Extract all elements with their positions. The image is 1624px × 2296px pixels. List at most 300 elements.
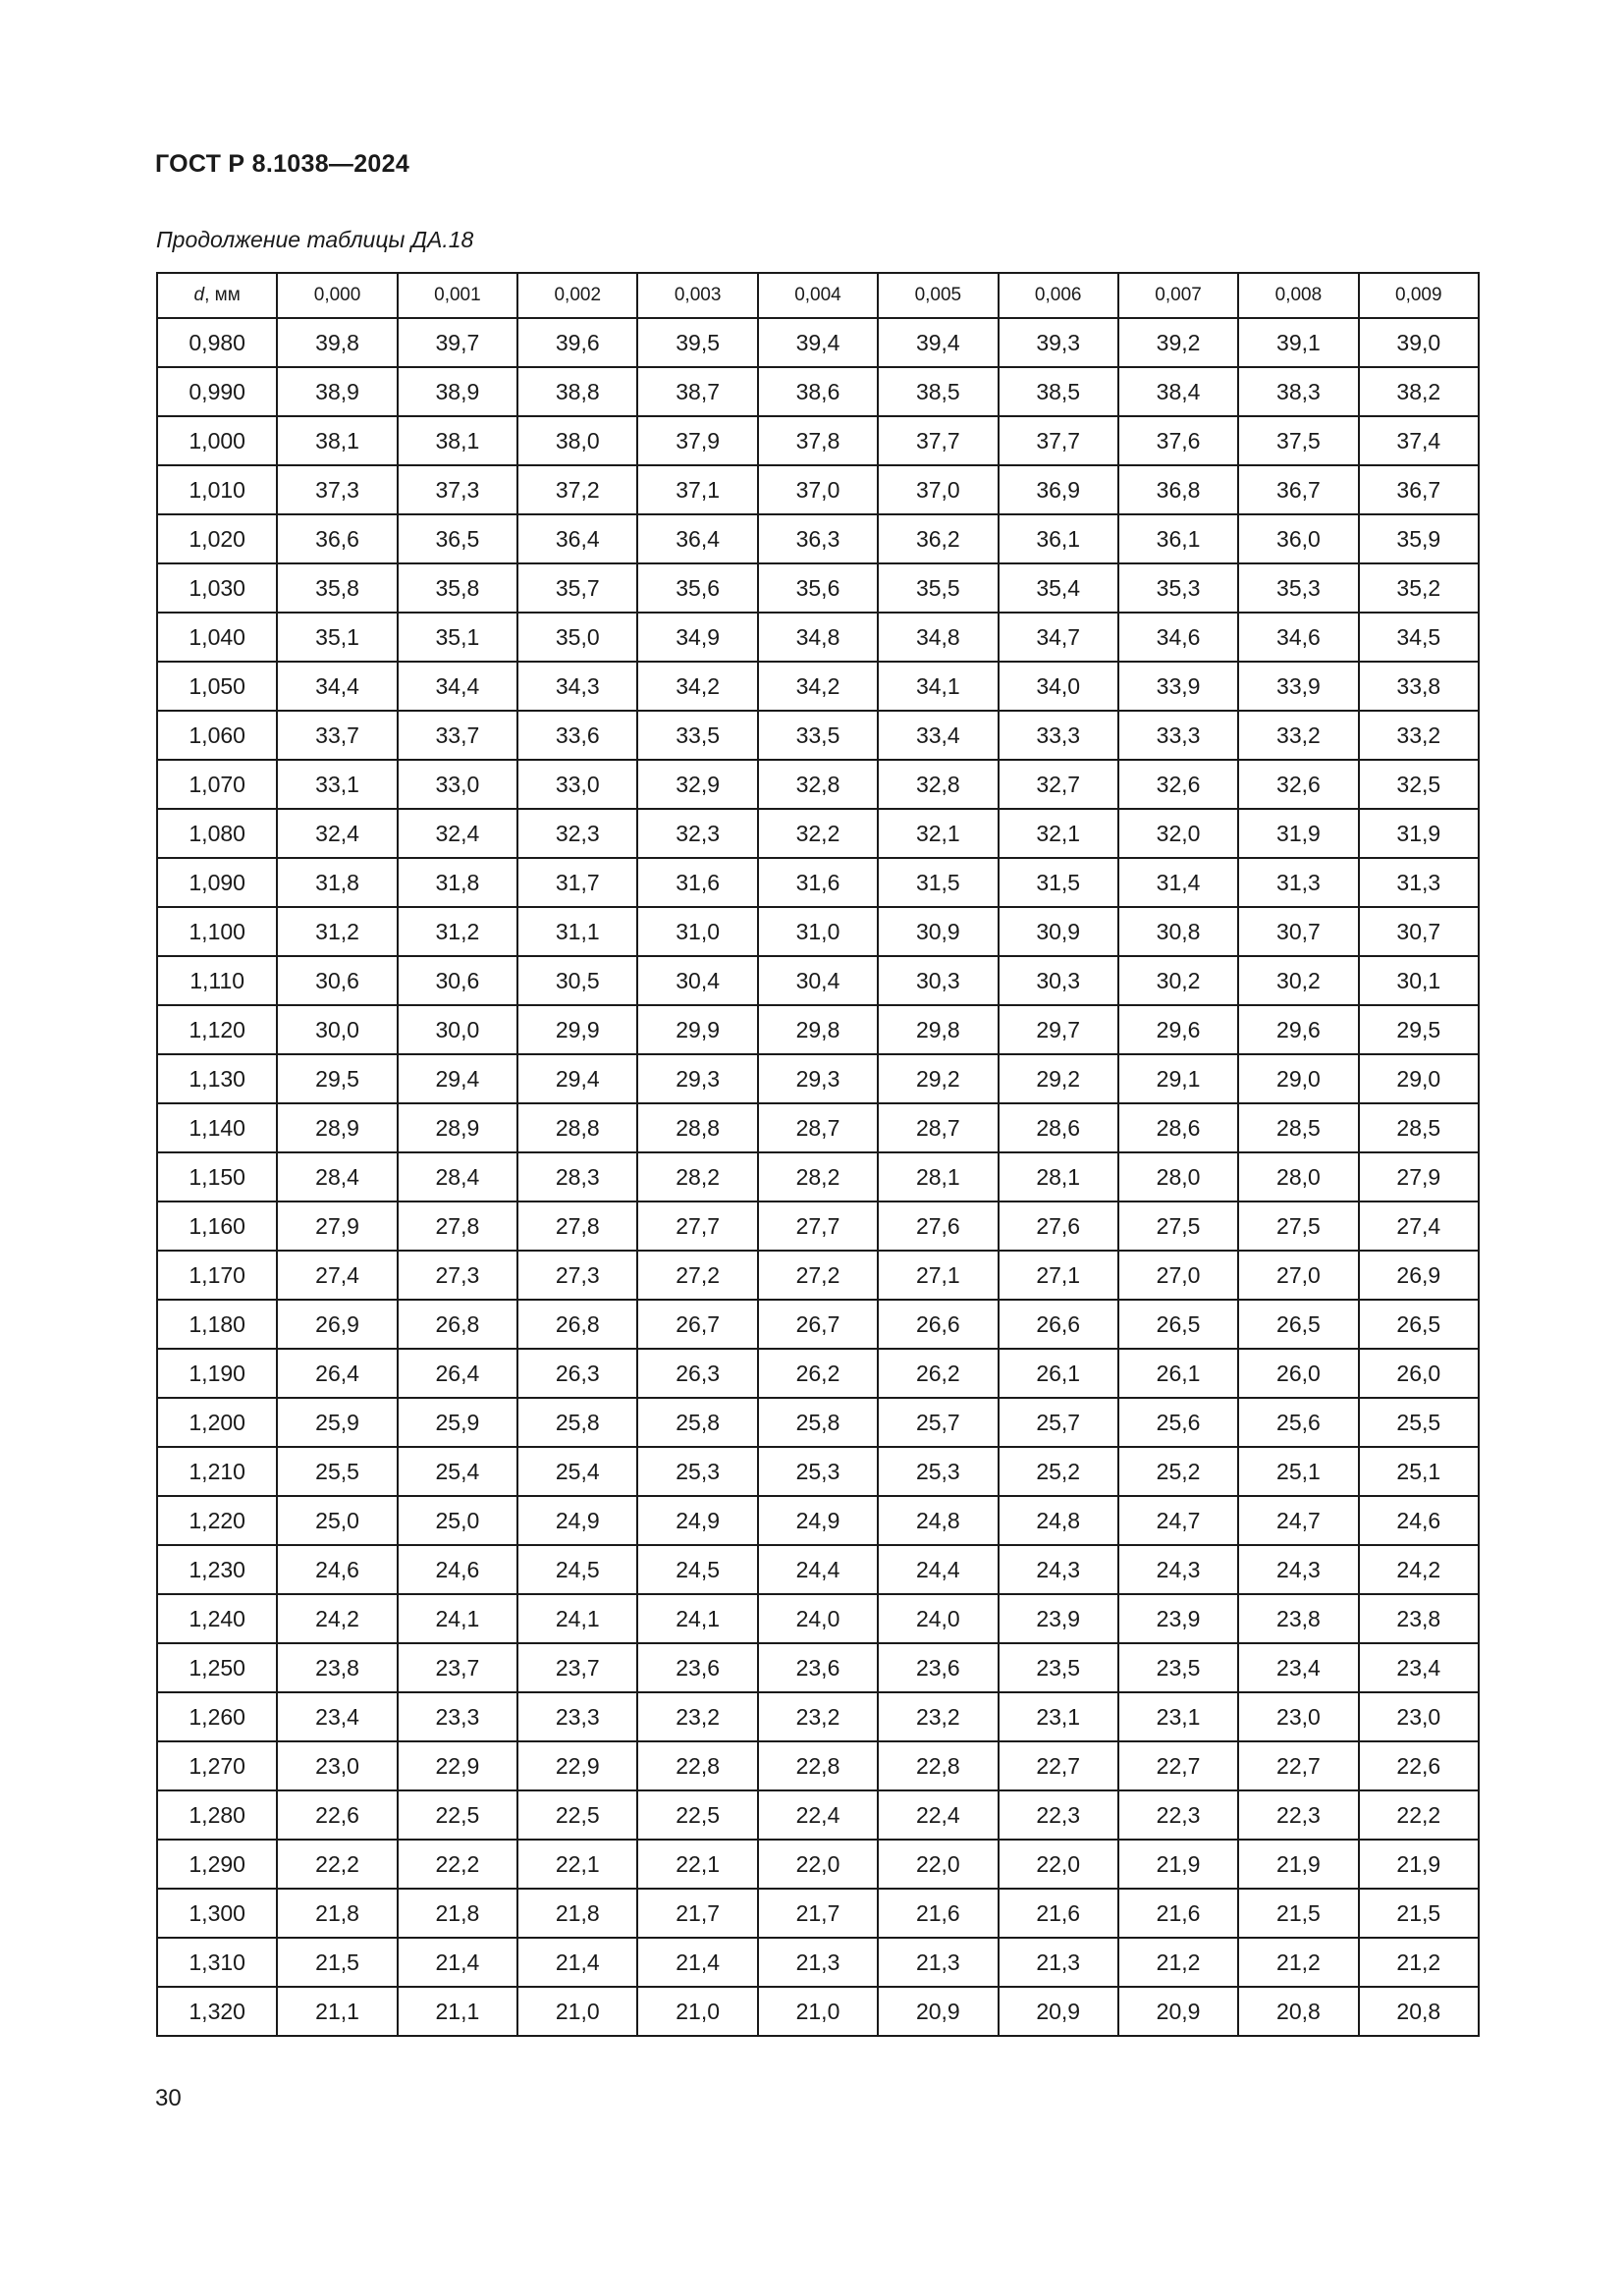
table-cell: 35,7 — [517, 563, 637, 613]
table-row — [157, 711, 1479, 760]
table-cell: 28,6 — [1118, 1103, 1238, 1152]
table-row — [157, 1398, 1479, 1447]
table-cell: 38,1 — [398, 416, 517, 465]
table-cell: 35,9 — [1359, 514, 1479, 563]
table-cell: 37,3 — [398, 465, 517, 514]
row-header-cell: 1,060 — [157, 711, 277, 760]
table-cell: 35,0 — [517, 613, 637, 662]
table-cell: 34,9 — [637, 613, 757, 662]
table-cell: 26,4 — [277, 1349, 397, 1398]
table-cell: 20,8 — [1238, 1987, 1358, 2036]
table-cell: 27,1 — [878, 1251, 998, 1300]
table-caption: Продолжение таблицы ДА.18 — [156, 227, 474, 252]
table-cell: 31,9 — [1238, 809, 1358, 858]
table-cell: 25,4 — [398, 1447, 517, 1496]
table-cell: 23,7 — [517, 1643, 637, 1692]
table-cell: 36,7 — [1238, 465, 1358, 514]
table-cell: 37,5 — [1238, 416, 1358, 465]
table-cell: 25,1 — [1238, 1447, 1358, 1496]
table-cell: 31,2 — [398, 907, 517, 956]
table-cell: 30,7 — [1359, 907, 1479, 956]
row-header-cell: 1,250 — [157, 1643, 277, 1692]
table-cell: 21,3 — [878, 1938, 998, 1987]
document-header: ГОСТ Р 8.1038—2024 — [155, 150, 410, 178]
row-header-cell: 1,230 — [157, 1545, 277, 1594]
table-cell: 25,7 — [878, 1398, 998, 1447]
table-cell: 21,9 — [1359, 1840, 1479, 1889]
table-cell: 24,9 — [637, 1496, 757, 1545]
table-cell: 25,9 — [277, 1398, 397, 1447]
table-cell: 34,8 — [878, 613, 998, 662]
table-cell: 32,7 — [999, 760, 1118, 809]
table-cell: 21,5 — [1359, 1889, 1479, 1938]
table-cell: 28,8 — [517, 1103, 637, 1152]
table-cell: 23,0 — [1359, 1692, 1479, 1741]
column-header: 0,007 — [1118, 273, 1238, 318]
table-cell: 28,1 — [999, 1152, 1118, 1201]
table-cell: 26,2 — [878, 1349, 998, 1398]
row-header-cell: 1,200 — [157, 1398, 277, 1447]
table-row — [157, 318, 1479, 367]
table-cell: 33,5 — [758, 711, 878, 760]
table-cell: 33,2 — [1359, 711, 1479, 760]
table-row — [157, 1692, 1479, 1741]
table-cell: 24,1 — [398, 1594, 517, 1643]
table-cell: 30,0 — [277, 1005, 397, 1054]
column-header: 0,000 — [277, 273, 397, 318]
table-cell: 31,0 — [758, 907, 878, 956]
table-row — [157, 662, 1479, 711]
table-cell: 33,9 — [1118, 662, 1238, 711]
table-cell: 29,8 — [878, 1005, 998, 1054]
table-cell: 21,4 — [398, 1938, 517, 1987]
table-cell: 38,2 — [1359, 367, 1479, 416]
table-cell: 35,1 — [398, 613, 517, 662]
table-cell: 33,8 — [1359, 662, 1479, 711]
table-cell: 25,5 — [277, 1447, 397, 1496]
table-cell: 39,1 — [1238, 318, 1358, 367]
table-cell: 31,3 — [1238, 858, 1358, 907]
table-cell: 25,8 — [517, 1398, 637, 1447]
table-cell: 33,9 — [1238, 662, 1358, 711]
table-cell: 22,8 — [758, 1741, 878, 1790]
table-cell: 26,9 — [1359, 1251, 1479, 1300]
table-row — [157, 1594, 1479, 1643]
table-cell: 27,4 — [1359, 1201, 1479, 1251]
table-cell: 28,2 — [758, 1152, 878, 1201]
table-cell: 38,6 — [758, 367, 878, 416]
table-cell: 38,1 — [277, 416, 397, 465]
column-header: 0,009 — [1359, 273, 1479, 318]
column-header: 0,001 — [398, 273, 517, 318]
table-cell: 28,3 — [517, 1152, 637, 1201]
table-cell: 35,8 — [277, 563, 397, 613]
table-row — [157, 1938, 1479, 1987]
table-cell: 24,3 — [999, 1545, 1118, 1594]
table-cell: 22,2 — [1359, 1790, 1479, 1840]
table-body — [157, 318, 1479, 2036]
table-cell: 26,9 — [277, 1300, 397, 1349]
table-cell: 21,9 — [1238, 1840, 1358, 1889]
table-cell: 21,6 — [1118, 1889, 1238, 1938]
table-cell: 31,0 — [637, 907, 757, 956]
row-header-cell: 1,220 — [157, 1496, 277, 1545]
table-cell: 22,4 — [878, 1790, 998, 1840]
table-cell: 35,4 — [999, 563, 1118, 613]
data-table — [156, 272, 1480, 2037]
table-cell: 24,3 — [1118, 1545, 1238, 1594]
table-cell: 28,5 — [1359, 1103, 1479, 1152]
table-row — [157, 1054, 1479, 1103]
table-cell: 22,1 — [637, 1840, 757, 1889]
row-header-cell: 1,170 — [157, 1251, 277, 1300]
table-cell: 23,2 — [878, 1692, 998, 1741]
table-cell: 39,6 — [517, 318, 637, 367]
table-cell: 22,5 — [637, 1790, 757, 1840]
table-cell: 25,2 — [1118, 1447, 1238, 1496]
table-cell: 24,5 — [637, 1545, 757, 1594]
table-cell: 28,9 — [277, 1103, 397, 1152]
table-cell: 21,2 — [1359, 1938, 1479, 1987]
table-cell: 31,9 — [1359, 809, 1479, 858]
table-cell: 33,4 — [878, 711, 998, 760]
table-cell: 25,9 — [398, 1398, 517, 1447]
table-cell: 32,5 — [1359, 760, 1479, 809]
table-row — [157, 1987, 1479, 2036]
table-cell: 21,3 — [999, 1938, 1118, 1987]
table-cell: 22,7 — [1238, 1741, 1358, 1790]
table-cell: 32,8 — [758, 760, 878, 809]
table-cell: 23,5 — [999, 1643, 1118, 1692]
column-header-d — [157, 273, 277, 318]
row-header-cell: 1,240 — [157, 1594, 277, 1643]
table-cell: 21,6 — [878, 1889, 998, 1938]
table-cell: 31,3 — [1359, 858, 1479, 907]
table-cell: 32,8 — [878, 760, 998, 809]
table-cell: 26,1 — [1118, 1349, 1238, 1398]
table-cell: 26,2 — [758, 1349, 878, 1398]
table-cell: 29,2 — [999, 1054, 1118, 1103]
column-header: 0,008 — [1238, 273, 1358, 318]
table-cell: 23,8 — [1359, 1594, 1479, 1643]
table-cell: 33,0 — [517, 760, 637, 809]
row-header-cell: 1,120 — [157, 1005, 277, 1054]
table-row — [157, 1201, 1479, 1251]
table-cell: 20,9 — [878, 1987, 998, 2036]
table-cell: 23,3 — [398, 1692, 517, 1741]
table-cell: 34,8 — [758, 613, 878, 662]
row-header-cell: 0,980 — [157, 318, 277, 367]
table-cell: 24,0 — [878, 1594, 998, 1643]
table-cell: 21,9 — [1118, 1840, 1238, 1889]
table-cell: 38,8 — [517, 367, 637, 416]
table-cell: 32,3 — [517, 809, 637, 858]
table-cell: 23,1 — [1118, 1692, 1238, 1741]
table-cell: 31,1 — [517, 907, 637, 956]
table-cell: 36,0 — [1238, 514, 1358, 563]
table-cell: 29,4 — [517, 1054, 637, 1103]
row-header-cell: 1,260 — [157, 1692, 277, 1741]
table-cell: 27,3 — [398, 1251, 517, 1300]
table-cell: 26,4 — [398, 1349, 517, 1398]
table-cell: 21,2 — [1118, 1938, 1238, 1987]
table-cell: 23,4 — [1238, 1643, 1358, 1692]
table-cell: 32,1 — [999, 809, 1118, 858]
table-row — [157, 1103, 1479, 1152]
table-cell: 30,6 — [277, 956, 397, 1005]
table-cell: 22,0 — [999, 1840, 1118, 1889]
table-cell: 28,7 — [758, 1103, 878, 1152]
row-header-cell: 1,110 — [157, 956, 277, 1005]
table-cell: 24,7 — [1238, 1496, 1358, 1545]
table-header-row — [157, 273, 1479, 318]
table-row — [157, 1545, 1479, 1594]
table-cell: 32,0 — [1118, 809, 1238, 858]
table-cell: 32,6 — [1238, 760, 1358, 809]
table-cell: 36,4 — [637, 514, 757, 563]
table-cell: 20,9 — [1118, 1987, 1238, 2036]
table-cell: 28,0 — [1118, 1152, 1238, 1201]
table-cell: 24,4 — [758, 1545, 878, 1594]
table-cell: 25,4 — [517, 1447, 637, 1496]
table-cell: 33,2 — [1238, 711, 1358, 760]
table-cell: 25,0 — [277, 1496, 397, 1545]
table-row — [157, 1643, 1479, 1692]
table-cell: 28,4 — [398, 1152, 517, 1201]
table-cell: 22,2 — [277, 1840, 397, 1889]
table-cell: 31,6 — [758, 858, 878, 907]
table-row — [157, 1251, 1479, 1300]
row-header-cell: 1,070 — [157, 760, 277, 809]
table-cell: 25,1 — [1359, 1447, 1479, 1496]
table-cell: 28,7 — [878, 1103, 998, 1152]
table-cell: 36,7 — [1359, 465, 1479, 514]
row-header-cell: 1,210 — [157, 1447, 277, 1496]
table-cell: 25,7 — [999, 1398, 1118, 1447]
table-cell: 23,7 — [398, 1643, 517, 1692]
table-cell: 30,2 — [1118, 956, 1238, 1005]
table-cell: 39,0 — [1359, 318, 1479, 367]
table-cell: 34,7 — [999, 613, 1118, 662]
table-cell: 23,9 — [999, 1594, 1118, 1643]
table-cell: 34,6 — [1118, 613, 1238, 662]
table-cell: 35,3 — [1238, 563, 1358, 613]
table-cell: 30,9 — [999, 907, 1118, 956]
table-cell: 33,6 — [517, 711, 637, 760]
table-cell: 26,7 — [758, 1300, 878, 1349]
table-cell: 31,7 — [517, 858, 637, 907]
row-header-cell: 1,100 — [157, 907, 277, 956]
table-cell: 32,3 — [637, 809, 757, 858]
table-cell: 22,6 — [1359, 1741, 1479, 1790]
table-cell: 20,9 — [999, 1987, 1118, 2036]
row-header-cell: 1,040 — [157, 613, 277, 662]
table-row — [157, 956, 1479, 1005]
row-header-cell: 1,140 — [157, 1103, 277, 1152]
table-cell: 39,3 — [999, 318, 1118, 367]
table-cell: 30,8 — [1118, 907, 1238, 956]
row-header-cell: 1,300 — [157, 1889, 277, 1938]
table-cell: 23,0 — [1238, 1692, 1358, 1741]
table-cell: 26,6 — [999, 1300, 1118, 1349]
table-cell: 25,6 — [1118, 1398, 1238, 1447]
table-cell: 24,9 — [517, 1496, 637, 1545]
table-cell: 26,5 — [1359, 1300, 1479, 1349]
table-row — [157, 1840, 1479, 1889]
table-cell: 20,8 — [1359, 1987, 1479, 2036]
table-cell: 26,7 — [637, 1300, 757, 1349]
table-cell: 29,0 — [1359, 1054, 1479, 1103]
table-cell: 29,3 — [758, 1054, 878, 1103]
table-cell: 27,7 — [637, 1201, 757, 1251]
table-cell: 24,2 — [1359, 1545, 1479, 1594]
table-cell: 27,1 — [999, 1251, 1118, 1300]
table-cell: 38,5 — [999, 367, 1118, 416]
row-header-cell: 1,290 — [157, 1840, 277, 1889]
table-cell: 23,4 — [277, 1692, 397, 1741]
table-cell: 21,7 — [637, 1889, 757, 1938]
table-cell: 25,8 — [758, 1398, 878, 1447]
table-cell: 30,4 — [758, 956, 878, 1005]
row-header-cell: 1,080 — [157, 809, 277, 858]
table-cell: 24,8 — [999, 1496, 1118, 1545]
table-cell: 22,0 — [878, 1840, 998, 1889]
table-cell: 30,4 — [637, 956, 757, 1005]
table-cell: 23,2 — [637, 1692, 757, 1741]
table-cell: 30,5 — [517, 956, 637, 1005]
table-cell: 23,8 — [1238, 1594, 1358, 1643]
table-cell: 32,2 — [758, 809, 878, 858]
table-cell: 27,7 — [758, 1201, 878, 1251]
table-cell: 38,3 — [1238, 367, 1358, 416]
table-cell: 25,5 — [1359, 1398, 1479, 1447]
table-cell: 24,5 — [517, 1545, 637, 1594]
table-cell: 34,0 — [999, 662, 1118, 711]
table-cell: 35,1 — [277, 613, 397, 662]
table-row — [157, 1300, 1479, 1349]
table-cell: 37,4 — [1359, 416, 1479, 465]
table-cell: 35,6 — [637, 563, 757, 613]
row-header-cell: 1,030 — [157, 563, 277, 613]
row-header-cell: 1,050 — [157, 662, 277, 711]
table-cell: 27,8 — [398, 1201, 517, 1251]
table-cell: 36,4 — [517, 514, 637, 563]
table-cell: 21,1 — [398, 1987, 517, 2036]
table-row — [157, 1005, 1479, 1054]
table-cell: 22,3 — [1238, 1790, 1358, 1840]
table-cell: 34,3 — [517, 662, 637, 711]
table-cell: 31,5 — [999, 858, 1118, 907]
table-cell: 23,3 — [517, 1692, 637, 1741]
table-cell: 29,9 — [517, 1005, 637, 1054]
table-cell: 21,0 — [637, 1987, 757, 2036]
table-cell: 34,2 — [758, 662, 878, 711]
table-cell: 24,6 — [277, 1545, 397, 1594]
table-row — [157, 1152, 1479, 1201]
table-cell: 37,7 — [999, 416, 1118, 465]
row-header-cell: 1,280 — [157, 1790, 277, 1840]
table-cell: 27,9 — [1359, 1152, 1479, 1201]
table-cell: 27,6 — [999, 1201, 1118, 1251]
table-row — [157, 809, 1479, 858]
table-cell: 36,9 — [999, 465, 1118, 514]
table-cell: 34,4 — [277, 662, 397, 711]
table-cell: 32,4 — [398, 809, 517, 858]
table-cell: 36,1 — [999, 514, 1118, 563]
table-cell: 36,6 — [277, 514, 397, 563]
table-cell: 21,2 — [1238, 1938, 1358, 1987]
table-row — [157, 514, 1479, 563]
table-cell: 28,4 — [277, 1152, 397, 1201]
table-cell: 27,5 — [1118, 1201, 1238, 1251]
table-cell: 24,2 — [277, 1594, 397, 1643]
table-cell: 30,3 — [878, 956, 998, 1005]
table-cell: 24,0 — [758, 1594, 878, 1643]
table-cell: 39,4 — [878, 318, 998, 367]
table-cell: 29,4 — [398, 1054, 517, 1103]
table-cell: 34,5 — [1359, 613, 1479, 662]
table-cell: 24,8 — [878, 1496, 998, 1545]
table-cell: 37,7 — [878, 416, 998, 465]
table-cell: 26,8 — [517, 1300, 637, 1349]
table-cell: 21,3 — [758, 1938, 878, 1987]
table-cell: 24,4 — [878, 1545, 998, 1594]
table-cell: 22,0 — [758, 1840, 878, 1889]
table-cell: 22,5 — [398, 1790, 517, 1840]
table-cell: 34,1 — [878, 662, 998, 711]
table-cell: 37,2 — [517, 465, 637, 514]
table-cell: 38,9 — [277, 367, 397, 416]
table-cell: 34,2 — [637, 662, 757, 711]
column-header: 0,005 — [878, 273, 998, 318]
table-cell: 33,3 — [1118, 711, 1238, 760]
row-header-cell: 1,180 — [157, 1300, 277, 1349]
table-cell: 33,7 — [277, 711, 397, 760]
table-cell: 21,4 — [517, 1938, 637, 1987]
table-cell: 21,5 — [1238, 1889, 1358, 1938]
table-cell: 24,9 — [758, 1496, 878, 1545]
table-cell: 21,0 — [517, 1987, 637, 2036]
table-cell: 30,0 — [398, 1005, 517, 1054]
page-number: 30 — [155, 2085, 182, 2111]
table-cell: 25,3 — [758, 1447, 878, 1496]
row-header-cell: 1,020 — [157, 514, 277, 563]
table-cell: 36,5 — [398, 514, 517, 563]
table-cell: 35,5 — [878, 563, 998, 613]
table-row — [157, 858, 1479, 907]
table-cell: 28,8 — [637, 1103, 757, 1152]
table-row — [157, 1790, 1479, 1840]
table-cell: 32,4 — [277, 809, 397, 858]
column-header: 0,006 — [999, 273, 1118, 318]
table-cell: 22,7 — [999, 1741, 1118, 1790]
table-cell: 30,9 — [878, 907, 998, 956]
table-cell: 24,6 — [398, 1545, 517, 1594]
table-row — [157, 1496, 1479, 1545]
table-cell: 23,6 — [637, 1643, 757, 1692]
table-row — [157, 907, 1479, 956]
table-cell: 32,9 — [637, 760, 757, 809]
row-header-cell: 1,090 — [157, 858, 277, 907]
table-cell: 29,9 — [637, 1005, 757, 1054]
table-cell: 38,5 — [878, 367, 998, 416]
table-cell: 39,7 — [398, 318, 517, 367]
table-row — [157, 1741, 1479, 1790]
row-header-cell: 1,000 — [157, 416, 277, 465]
table-row — [157, 1889, 1479, 1938]
table-cell: 26,3 — [637, 1349, 757, 1398]
table-cell: 37,0 — [758, 465, 878, 514]
